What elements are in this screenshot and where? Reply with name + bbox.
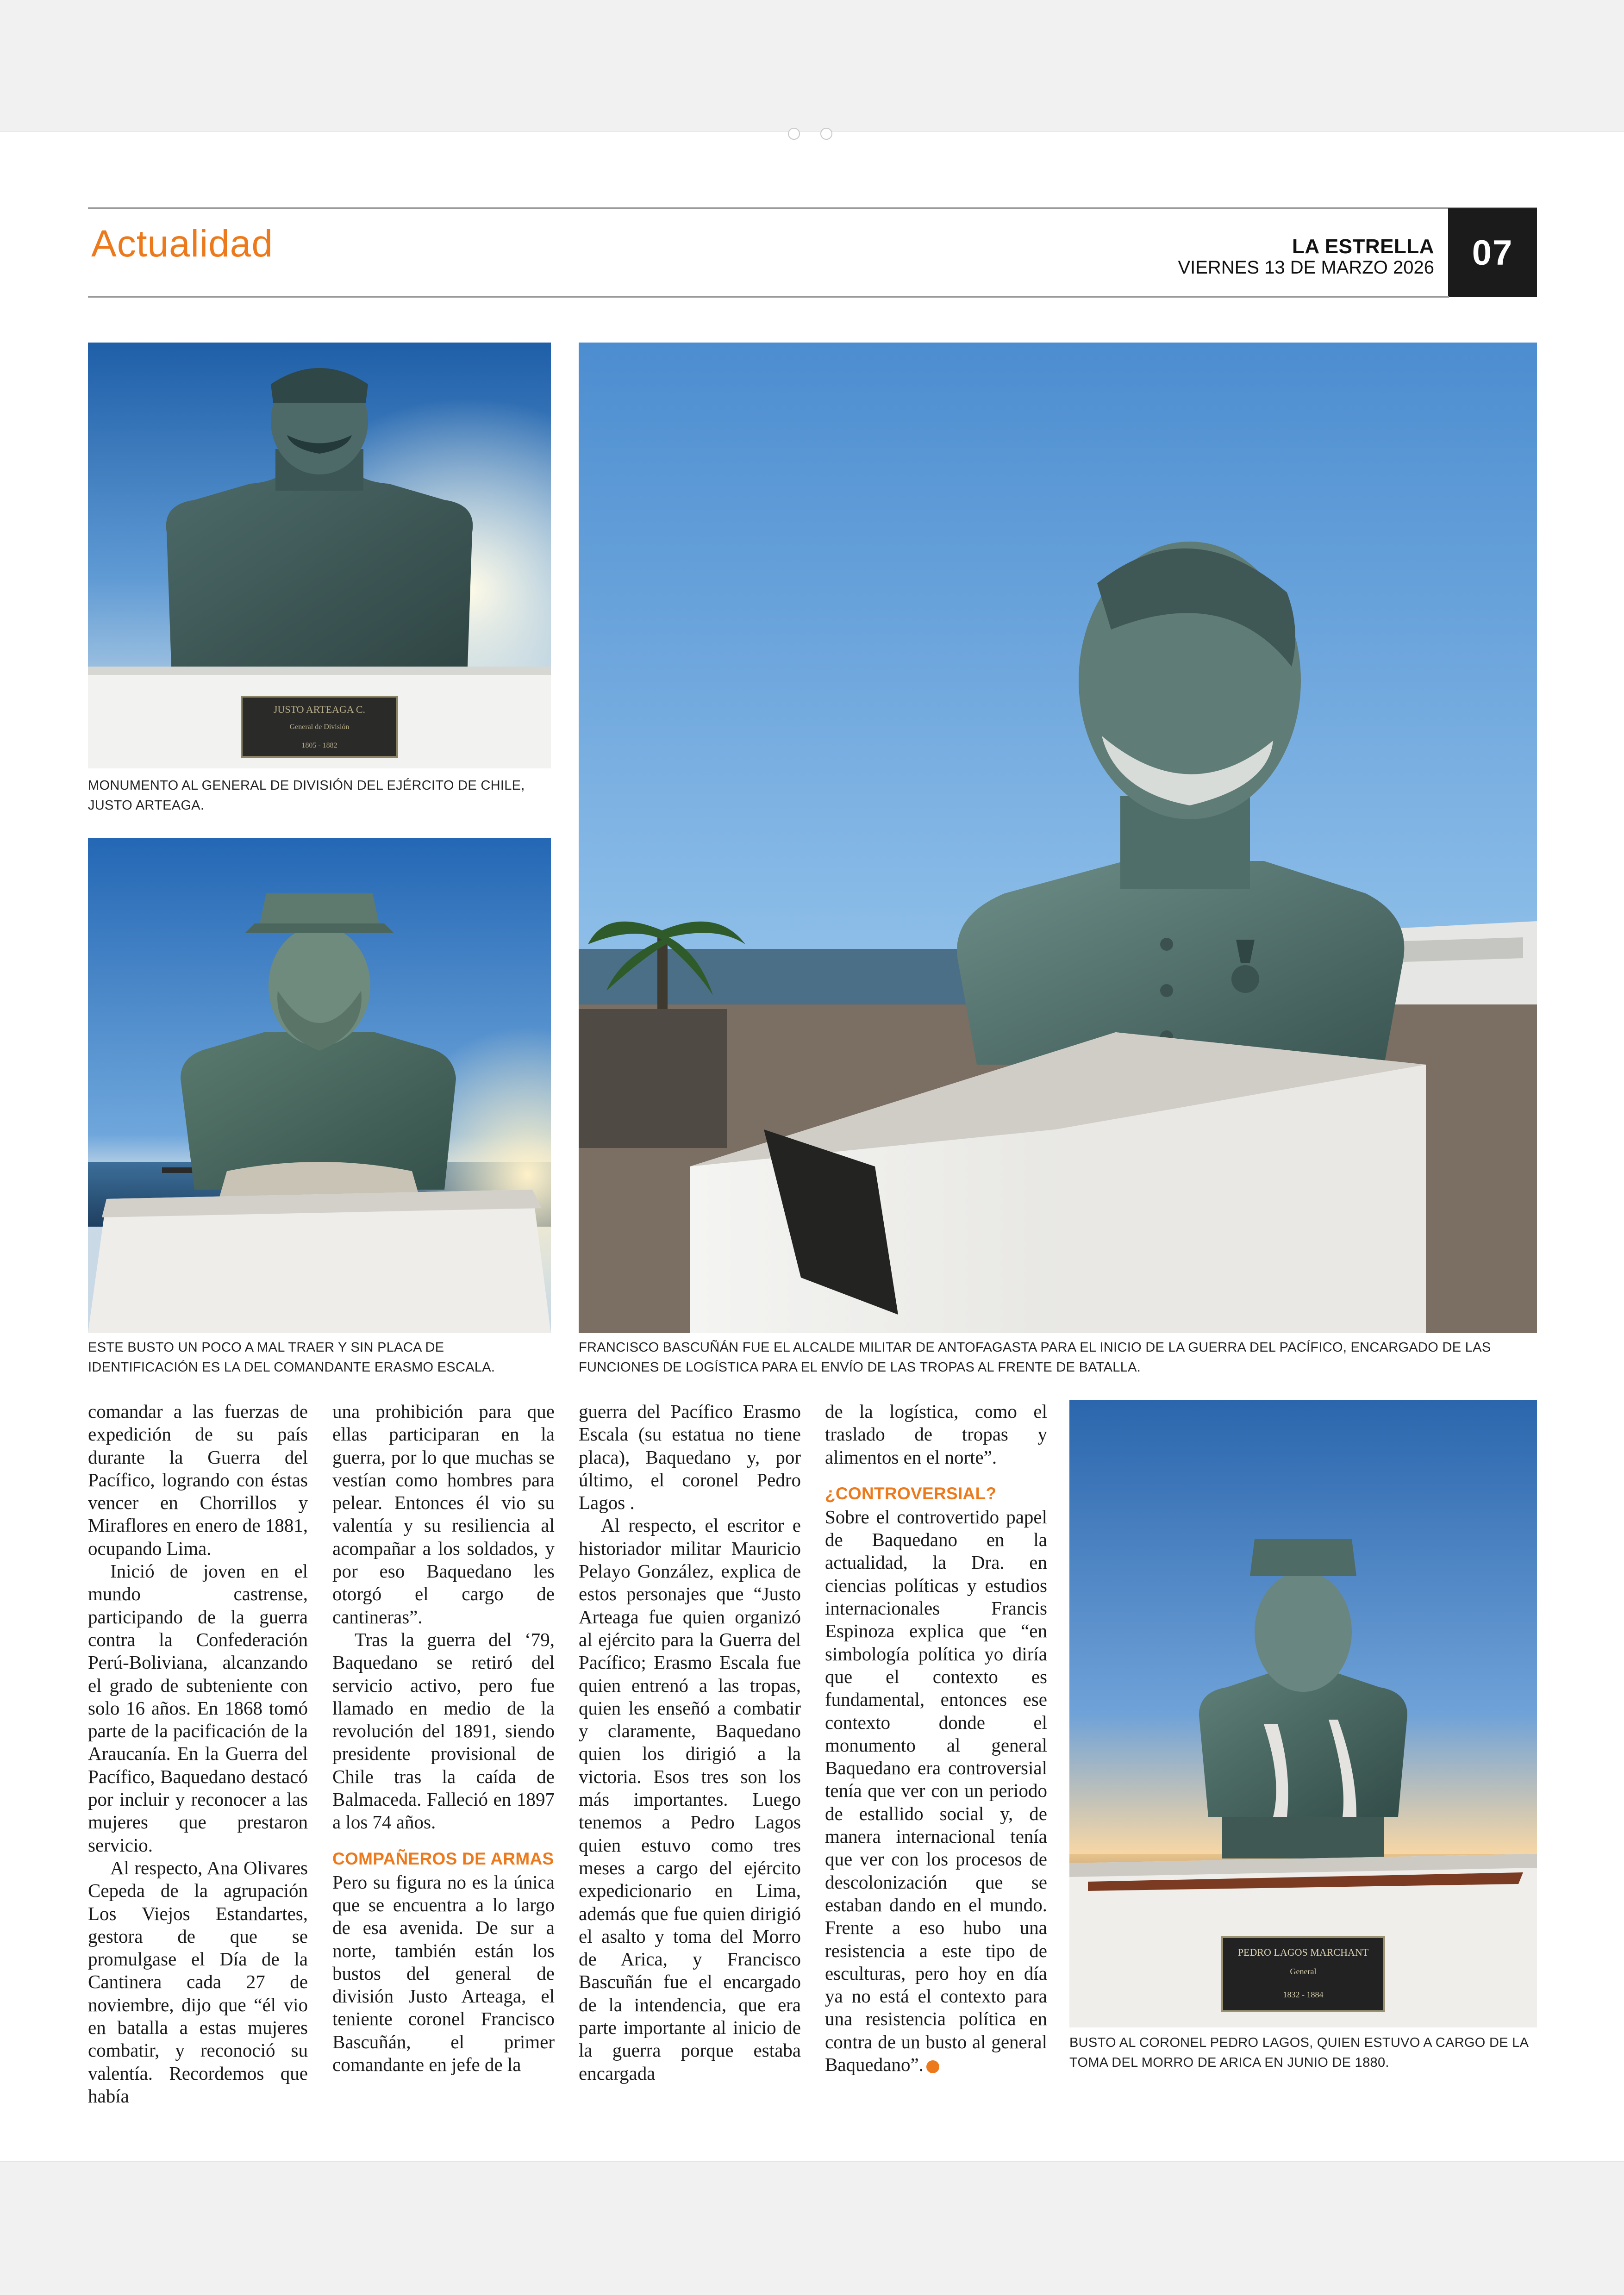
plaque-lagos-name: PEDRO LAGOS MARCHANT [1237,1946,1369,1958]
end-of-article-icon [926,2060,939,2073]
article-column-1 [88,1400,308,2108]
caption-escala: ESTE BUSTO UN POCO A MAL TRAER Y SIN PLACA DE IDENTIFICACIÓN ES LA DEL COMANDANTE ERASMO ESCALA. [88,1340,495,1375]
paragraph: Pero su figura no es la única que se encuentra a lo largo de esa avenida. De sur a norte, también están los bustos del general de división Justo Arteaga, el teniente coronel Francisco Bascuñán, el primer comandante en jefe de la [332,1871,555,2076]
plaque-arteaga-years: 1805 - 1882 [301,742,337,749]
plaque-lagos-title: General [1290,1967,1317,1976]
masthead [1178,236,1434,278]
plaque-lagos-years: 1832 - 1884 [1283,1990,1324,1999]
photo-bascunan-bust [579,343,1537,1333]
final-paragraph-text: Sobre el controvertido papel de Baquedano en la actualidad, la Dra. en ciencias políticas y estudios internacionales Francis Espinoza explica que “en simbología política yo diría que el contexto es fundamental, entonces ese contexto donde el monumento al general Baquedano era controversial tenía que ver con un periodo de estallido social y, de manera internacional tenía que ver con los procesos de descolonización que se estaban dando en el mundo. Frente a eso hubo una resistencia a este tipo de esculturas, pero hoy en día ya no está el contexto para una resistencia política en contra de un busto al general Baquedano”. [825,1506,1047,2076]
paragraph: comandar a las fuerzas de expedición de su país durante la Guerra del Pacífico, logrando con éstas vencer en Chorrillos y Miraflores en enero de 1881, ocupando Lima. [88,1401,308,1559]
bust-arteaga-image [88,343,551,768]
prev-page-dot-icon[interactable] [788,128,800,140]
page-viewer-controls[interactable] [781,126,842,143]
next-page-dot-icon[interactable] [820,128,832,140]
plaque-arteaga-title: General de División [289,723,350,731]
article-column-3 [579,1400,801,2085]
page-number: 07 [1448,208,1537,297]
header-top-rule [88,207,1537,209]
subhead-controversial: ¿CONTROVERSIAL? [825,1484,997,1503]
issue-date: VIERNES 13 DE MARZO 2026 [1178,257,1434,278]
plaque-arteaga-name: JUSTO ARTEAGA C. [273,704,366,715]
caption-bascunan: FRANCISCO BASCUÑÁN FUE EL ALCALDE MILITAR DE ANTOFAGASTA PARA EL INICIO DE LA GUERRA DEL PACÍFICO, ENCARGADO DE LAS FUNCIONES DE LOGÍSTICA PARA EL ENVÍO DE LAS TROPAS AL FRENTE DE BATALLA. [579,1340,1491,1375]
photo-arteaga-bust [88,343,551,768]
bust-lagos-image [1069,1400,1537,2027]
article-column-4 [825,1400,1047,2076]
section-title: Actualidad [91,223,273,265]
paragraph: Al respecto, Ana Olivares Cepeda de la agrupación Los Viejos Estandartes, gestora de que se promulgase el Día de la Cantinera cada 27 de noviembre, dijo que “él vio en batalla a estas mujeres combatir, y reconoció su valentía. Recordemos que había [88,1857,308,2107]
subhead-companeros: COMPAÑEROS DE ARMAS [332,1849,554,1868]
paragraph: Al respecto, el escritor e historiador militar Mauricio Pelayo González, explica de estos personajes que “Justo Arteaga fue quien organizó al ejército para la Guerra del Pacífico; Erasmo Escala fue quien entrenó a las tropas, quien les enseñó a combatir y claramente, Baquedano quien los dirigió a la victoria. Esos tres son los más importantes. Luego tenemos a Pedro Lagos quien estuvo como tres meses a cargo del ejército expedicionario en Lima, además que fue quien dirigió el asalto y toma del Morro de Arica, y Francisco Bascuñán fue el encargado de la intendencia, que era parte importante al inicio de la guerra porque estaba encargada [579,1515,801,2084]
paragraph: guerra del Pacífico Erasmo Escala (su estatua no tiene placa), Baquedano y, por último, el coronel Pedro Lagos . [579,1401,801,1514]
bust-escala-image [88,838,551,1333]
paragraph: de la logística, como el traslado de tropas y alimentos en el norte”. [825,1401,1047,1468]
header-bottom-rule [88,296,1449,298]
paragraph-final [825,1506,1047,2076]
caption-lagos: BUSTO AL CORONEL PEDRO LAGOS, QUIEN ESTUVO A CARGO DE LA TOMA DEL MORRO DE ARICA EN JUNIO DE 1880. [1069,2035,1528,2070]
paragraph: Tras la guerra del ‘79, Baquedano se retiró del servicio activo, pero fue llamado en medio de la revolución del 1891, siendo presidente provisional de Chile tras la caída de Balmaceda. Falleció en 1897 a los 74 años. [332,1628,555,1833]
photo-escala-bust [88,838,551,1333]
paragraph: Inició de joven en el mundo castrense, participando de la guerra contra la Confederación Perú-Boliviana, alcanzando el grado de subteniente con solo 16 años. En 1868 tomó parte de la pacificación de la Araucanía. En la Guerra del Pacífico, Baquedano destacó por incluir y reconocer a las mujeres que prestaron servicio. [88,1560,308,1856]
newspaper-name: LA ESTRELLA [1292,235,1434,258]
article-column-2 [332,1400,555,2076]
photo-lagos-bust [1069,1400,1537,2027]
caption-arteaga: MONUMENTO AL GENERAL DE DIVISIÓN DEL EJÉRCITO DE CHILE, JUSTO ARTEAGA. [88,778,525,813]
bust-bascunan-image [579,343,1537,1333]
paragraph: una prohibición para que ellas participaran en la guerra, por lo que muchas se vestían como hombres para pelear. Entonces él vio su valentía y su resiliencia al acompañar a los soldados, y por eso Baquedano les otorgó el cargo de cantineras”. [332,1401,555,1628]
